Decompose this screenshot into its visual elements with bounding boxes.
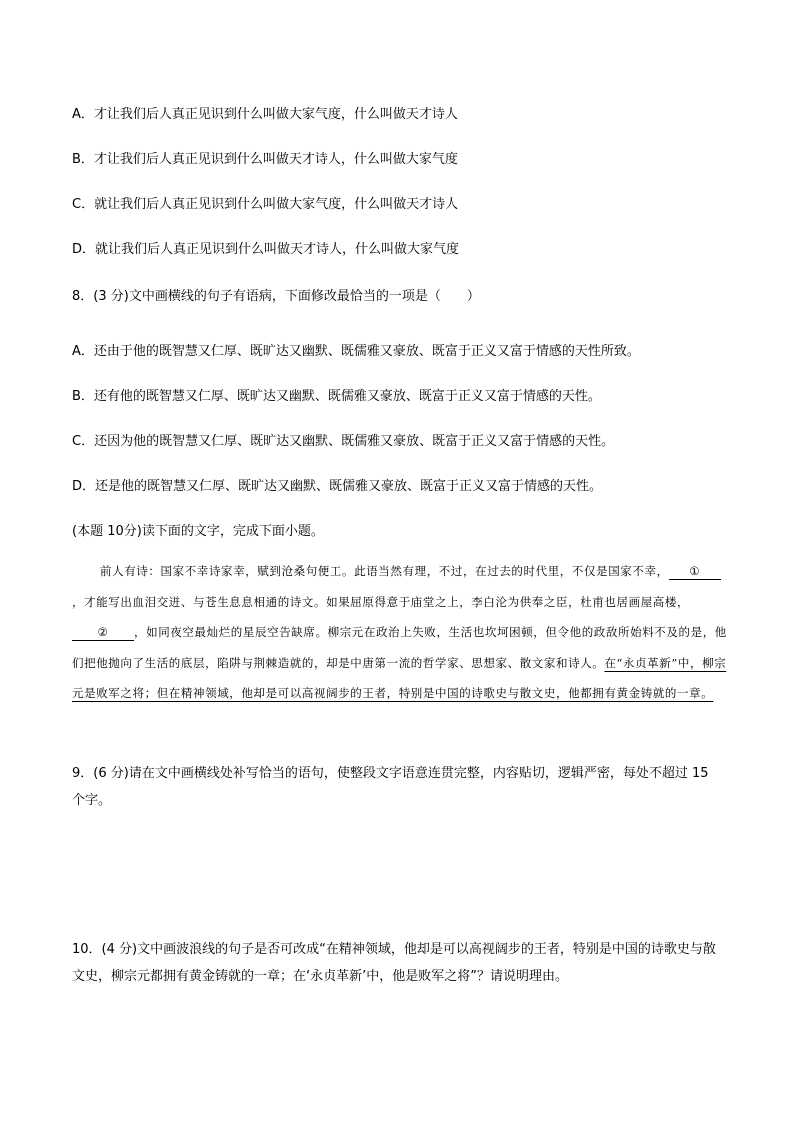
option-7a: A．才让我们后人真正见识到什么叫做大家气度，什么叫做天才诗人 xyxy=(72,107,458,122)
option-8c: C．还因为他的既智慧又仁厚、既旷达又幽默、既儒雅又豪放、既富于正义又富于情感的天性。 xyxy=(72,434,615,449)
option-8b: B．还有他的既智慧又仁厚、既旷达又幽默、既儒雅又豪放、既富于正义又富于情感的天性。 xyxy=(72,389,601,404)
question-8-stem: 8．(3 分)文中画横线的句子有语病，下面修改最恰当的一项是（ ） xyxy=(72,289,480,304)
question-9: 9．(6 分)请在文中画横线处补写恰当的语句，使整段文字语意连贯完整，内容贴切，逻辑严密，每处不超过 15 个字。 xyxy=(72,766,709,808)
option-8d: D．还是他的既智慧又仁厚、既旷达又幽默、既儒雅又豪放、既富于正义又富于情感的天性。 xyxy=(72,479,603,494)
wavy-sentence: 在“永贞革新”中，柳宗元是败军之将；但在精神领域，他却是可以高视阔步的王者，特别是中国的诗歌史与散文史，他都拥有黄金铸就的一章。 xyxy=(72,655,727,701)
blank-1: ① xyxy=(669,563,721,580)
question-10: 10．(4 分)文中画波浪线的句子是否可改成“在精神领域，他却是可以高视阔步的王者，特别是中国的诗歌史与散文史，柳宗元都拥有黄金铸就的一章；在‘永贞革新’中，他是败军之将”？请说明理由。 xyxy=(72,942,716,984)
option-7b: B．才让我们后人真正见识到什么叫做天才诗人，什么叫做大家气度 xyxy=(72,152,458,167)
passage-text-2: ，才能写出血泪交迸、与苍生息息相通的诗文。如果屈原得意于庙堂之上，李白沦为供奉之臣，杜甫也居画屋高楼， xyxy=(72,594,690,609)
passage-text-3: ，如同夜空最灿烂的星辰空告缺席。柳宗元在政治上失败，生活也坎坷困顿，但令他的政敌所始料不及的是，他们把他抛向了生活的底层，陷阱与荆棘造就的，却是中唐第一流的哲学家、思想家、散文家和诗人。 xyxy=(72,625,727,670)
option-8a: A．还由于他的既智慧又仁厚、既旷达又幽默、既儒雅又豪放、既富于正义又富于情感的天性所致。 xyxy=(72,344,640,359)
reading-passage xyxy=(72,556,728,709)
option-7c: C．就让我们后人真正见识到什么叫做大家气度，什么叫做天才诗人 xyxy=(72,197,459,212)
section-heading: (本题 10分)读下面的文字，完成下面小题。 xyxy=(72,524,324,539)
option-7d: D．就让我们后人真正见识到什么叫做天才诗人，什么叫做大家气度 xyxy=(72,242,460,257)
blank-2: ② xyxy=(72,624,134,641)
passage-text-1: 前人有诗：国家不幸诗家幸，赋到沧桑句便工。此语当然有理，不过，在过去的时代里，不仅是国家不幸， xyxy=(100,564,669,578)
